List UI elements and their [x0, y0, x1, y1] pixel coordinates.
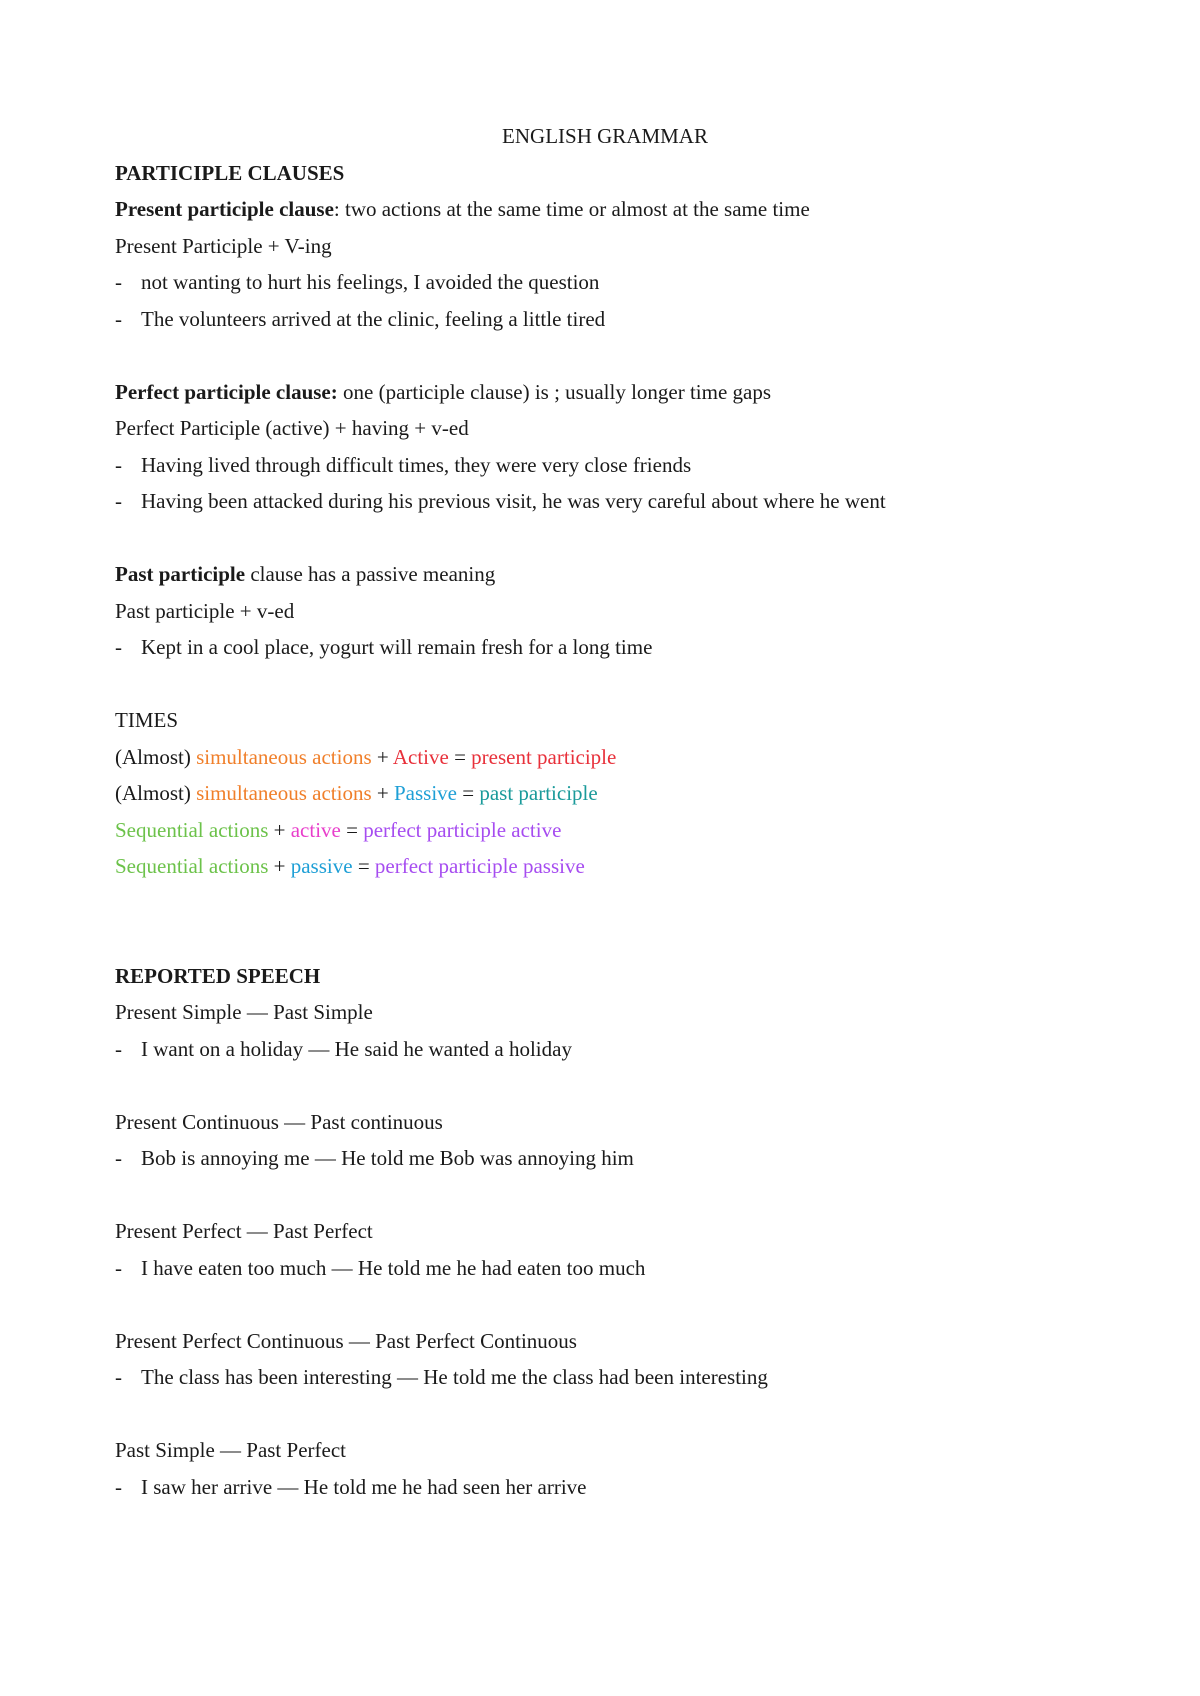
- list-item: - not wanting to hurt his feelings, I avoided the question: [115, 264, 1115, 301]
- list-item: - I saw her arrive — He told me he had seen her arrive: [115, 1469, 1115, 1506]
- dash-marker: -: [115, 1365, 122, 1389]
- times-row: Sequential actions + active = perfect participle active: [115, 817, 562, 842]
- tense-rule: Present Perfect — Past Perfect: [115, 1219, 373, 1243]
- tense-rule: Present Simple — Past Simple: [115, 1000, 373, 1024]
- spacer: [115, 921, 1115, 958]
- dash-marker: -: [115, 1036, 122, 1061]
- dash-marker: -: [115, 1146, 122, 1170]
- tense-rule: Past Simple — Past Perfect: [115, 1438, 346, 1462]
- spacer: [115, 337, 1115, 374]
- dash-marker: -: [115, 489, 122, 513]
- spacer: [115, 520, 1115, 557]
- past-participle-formula: Past participle + v-ed: [115, 598, 295, 623]
- tense-rule: Present Perfect Continuous — Past Perfect Continuous: [115, 1328, 577, 1353]
- dash-marker: -: [115, 452, 122, 477]
- perfect-participle-definition: [115, 374, 1115, 411]
- list-item: - The class has been interesting — He told me the class had been interesting: [115, 1359, 1115, 1396]
- spacer: [115, 1286, 1115, 1323]
- section-heading-reported-speech: REPORTED SPEECH: [115, 963, 321, 988]
- list-item: - Having lived through difficult times, they were very close friends: [115, 447, 1115, 484]
- times-row: (Almost) simultaneous actions + Active = present participle: [115, 744, 617, 769]
- dash-marker: -: [115, 635, 122, 659]
- times-row: (Almost) simultaneous actions + Passive = past participle: [115, 781, 598, 805]
- document-title: ENGLISH GRAMMAR: [502, 124, 708, 148]
- spacer: [115, 885, 1115, 922]
- perfect-participle-desc: one (participle clause) is ; usually longer time gaps: [337, 379, 772, 404]
- perfect-participle-formula: Perfect Participle (active) + having + v-ed: [115, 416, 469, 440]
- dash-marker: -: [115, 270, 122, 294]
- list-item: - Having been attacked during his previous visit, he was very careful about where he went: [115, 483, 1115, 520]
- document-page: [115, 118, 1115, 1505]
- dash-marker: -: [115, 1255, 122, 1280]
- perfect-participle-term: Perfect participle clause:: [115, 379, 338, 404]
- spacer: [115, 1067, 1115, 1104]
- present-participle-term: Present participle clause: [115, 197, 334, 221]
- present-participle-formula: Present Participle + V-ing: [115, 233, 332, 258]
- past-participle-definition: [115, 556, 1115, 593]
- list-item: - I want on a holiday — He said he wanted a holiday: [115, 1031, 1115, 1068]
- list-item: - The volunteers arrived at the clinic, feeling a little tired: [115, 301, 1115, 338]
- dash-marker: -: [115, 1474, 122, 1499]
- spacer: [115, 1177, 1115, 1214]
- times-heading: TIMES: [115, 708, 178, 732]
- past-participle-term: Past participle: [115, 562, 246, 586]
- spacer: [115, 666, 1115, 703]
- section-heading-participle: PARTICIPLE CLAUSES: [115, 160, 345, 185]
- times-row: Sequential actions + passive = perfect participle passive: [115, 854, 585, 878]
- list-item: - Bob is annoying me — He told me Bob was annoying him: [115, 1140, 1115, 1177]
- spacer: [115, 1396, 1115, 1433]
- dash-marker: -: [115, 306, 122, 331]
- present-participle-definition: [115, 191, 1115, 228]
- past-participle-desc: clause has a passive meaning: [245, 562, 496, 586]
- tense-rule: Present Continuous — Past continuous: [115, 1109, 443, 1134]
- list-item: - Kept in a cool place, yogurt will remain fresh for a long time: [115, 629, 1115, 666]
- present-participle-desc: : two actions at the same time or almost at the same time: [333, 197, 810, 221]
- list-item: - I have eaten too much — He told me he had eaten too much: [115, 1250, 1115, 1287]
